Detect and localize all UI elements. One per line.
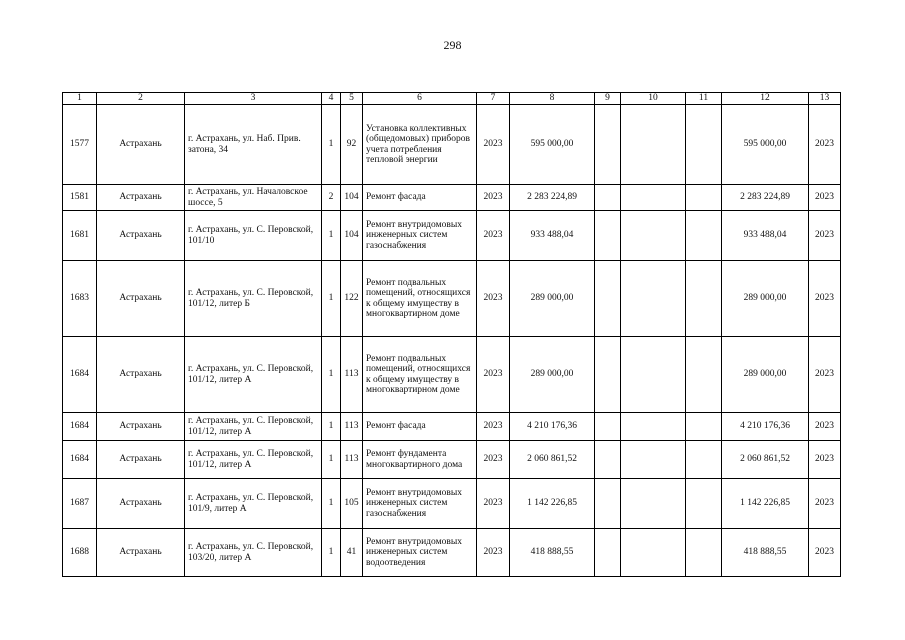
col-header: 9 — [595, 93, 621, 105]
cell-col-9 — [595, 105, 621, 185]
cell-col-4: 1 — [322, 479, 341, 529]
cell-col-4: 1 — [322, 337, 341, 413]
cell-col-10 — [621, 105, 686, 185]
cell-col-2: Астрахань — [97, 211, 185, 261]
cell-col-1: 1683 — [63, 261, 97, 337]
cell-col-4: 2 — [322, 185, 341, 211]
cell-col-11 — [686, 337, 722, 413]
cell-col-8: 595 000,00 — [510, 105, 595, 185]
cell-col-8: 2 060 861,52 — [510, 441, 595, 479]
cell-col-9 — [595, 185, 621, 211]
cell-col-2: Астрахань — [97, 261, 185, 337]
cell-col-8: 933 488,04 — [510, 211, 595, 261]
cell-col-3: г. Астрахань, ул. С. Перовской, 101/12, литер Б — [185, 261, 322, 337]
cell-col-1: 1684 — [63, 441, 97, 479]
table-row — [63, 529, 841, 577]
cell-col-13: 2023 — [809, 529, 841, 577]
cell-col-11 — [686, 185, 722, 211]
cell-col-2: Астрахань — [97, 413, 185, 441]
cell-col-4: 1 — [322, 413, 341, 441]
cell-col-11 — [686, 479, 722, 529]
cell-col-5: 104 — [341, 185, 363, 211]
cell-col-5: 122 — [341, 261, 363, 337]
cell-col-1: 1684 — [63, 337, 97, 413]
cell-col-5: 104 — [341, 211, 363, 261]
cell-col-12: 2 283 224,89 — [722, 185, 809, 211]
col-header: 10 — [621, 93, 686, 105]
cell-col-6: Ремонт внутридомовых инженерных систем газоснабжения — [363, 211, 477, 261]
cell-col-1: 1687 — [63, 479, 97, 529]
cell-col-1: 1681 — [63, 211, 97, 261]
data-table — [62, 92, 841, 577]
cell-col-10 — [621, 261, 686, 337]
cell-col-3: г. Астрахань, ул. С. Перовской, 101/12, литер А — [185, 413, 322, 441]
cell-col-6: Ремонт подвальных помещений, относящихся к общему имуществу в многоквартирном доме — [363, 337, 477, 413]
cell-col-5: 105 — [341, 479, 363, 529]
col-header: 8 — [510, 93, 595, 105]
cell-col-1: 1684 — [63, 413, 97, 441]
col-header: 1 — [63, 93, 97, 105]
cell-col-5: 92 — [341, 105, 363, 185]
cell-col-5: 113 — [341, 413, 363, 441]
cell-col-6: Ремонт фундамента многоквартирного дома — [363, 441, 477, 479]
cell-col-4: 1 — [322, 261, 341, 337]
cell-col-1: 1581 — [63, 185, 97, 211]
cell-col-10 — [621, 441, 686, 479]
col-header: 6 — [363, 93, 477, 105]
col-header: 13 — [809, 93, 841, 105]
cell-col-13: 2023 — [809, 261, 841, 337]
col-header: 2 — [97, 93, 185, 105]
cell-col-6: Ремонт внутридомовых инженерных систем газоснабжения — [363, 479, 477, 529]
cell-col-13: 2023 — [809, 413, 841, 441]
cell-col-1: 1688 — [63, 529, 97, 577]
cell-col-6: Ремонт внутридомовых инженерных систем водоотведения — [363, 529, 477, 577]
cell-col-7: 2023 — [477, 105, 510, 185]
cell-col-3: г. Астрахань, ул. С. Перовской, 101/12, литер А — [185, 337, 322, 413]
cell-col-3: г. Астрахань, ул. С. Перовской, 103/20, литер А — [185, 529, 322, 577]
cell-col-8: 1 142 226,85 — [510, 479, 595, 529]
cell-col-13: 2023 — [809, 441, 841, 479]
table-row — [63, 185, 841, 211]
cell-col-12: 289 000,00 — [722, 337, 809, 413]
cell-col-13: 2023 — [809, 479, 841, 529]
cell-col-12: 2 060 861,52 — [722, 441, 809, 479]
cell-col-12: 289 000,00 — [722, 261, 809, 337]
cell-col-2: Астрахань — [97, 529, 185, 577]
col-header: 5 — [341, 93, 363, 105]
cell-col-12: 933 488,04 — [722, 211, 809, 261]
page-number: 298 — [443, 38, 462, 52]
cell-col-13: 2023 — [809, 105, 841, 185]
cell-col-9 — [595, 337, 621, 413]
cell-col-10 — [621, 413, 686, 441]
cell-col-9 — [595, 211, 621, 261]
cell-col-2: Астрахань — [97, 105, 185, 185]
cell-col-6: Установка коллективных (общедомовых) приборов учета потребления тепловой энергии — [363, 105, 477, 185]
header-row — [63, 93, 841, 105]
cell-col-7: 2023 — [477, 185, 510, 211]
cell-col-2: Астрахань — [97, 441, 185, 479]
cell-col-12: 418 888,55 — [722, 529, 809, 577]
cell-col-9 — [595, 441, 621, 479]
cell-col-13: 2023 — [809, 211, 841, 261]
cell-col-4: 1 — [322, 105, 341, 185]
cell-col-11 — [686, 211, 722, 261]
cell-col-2: Астрахань — [97, 479, 185, 529]
cell-col-3: г. Астрахань, ул. С. Перовской, 101/10 — [185, 211, 322, 261]
table-row — [63, 261, 841, 337]
cell-col-6: Ремонт фасада — [363, 185, 477, 211]
cell-col-10 — [621, 185, 686, 211]
cell-col-8: 418 888,55 — [510, 529, 595, 577]
cell-col-7: 2023 — [477, 529, 510, 577]
col-header: 7 — [477, 93, 510, 105]
cell-col-10 — [621, 211, 686, 261]
table-row — [63, 105, 841, 185]
cell-col-11 — [686, 261, 722, 337]
cell-col-12: 1 142 226,85 — [722, 479, 809, 529]
cell-col-5: 113 — [341, 441, 363, 479]
cell-col-7: 2023 — [477, 441, 510, 479]
cell-col-8: 289 000,00 — [510, 337, 595, 413]
table-row — [63, 479, 841, 529]
cell-col-7: 2023 — [477, 337, 510, 413]
cell-col-3: г. Астрахань, ул. С. Перовской, 101/12, литер А — [185, 441, 322, 479]
cell-col-10 — [621, 529, 686, 577]
cell-col-3: г. Астрахань, ул. Началовское шоссе, 5 — [185, 185, 322, 211]
col-header: 11 — [686, 93, 722, 105]
cell-col-8: 289 000,00 — [510, 261, 595, 337]
cell-col-9 — [595, 479, 621, 529]
cell-col-1: 1577 — [63, 105, 97, 185]
cell-col-5: 113 — [341, 337, 363, 413]
cell-col-8: 4 210 176,36 — [510, 413, 595, 441]
cell-col-7: 2023 — [477, 261, 510, 337]
cell-col-11 — [686, 413, 722, 441]
table-row — [63, 211, 841, 261]
cell-col-11 — [686, 105, 722, 185]
table-row — [63, 413, 841, 441]
col-header: 4 — [322, 93, 341, 105]
cell-col-10 — [621, 479, 686, 529]
cell-col-4: 1 — [322, 529, 341, 577]
cell-col-3: г. Астрахань, ул. С. Перовской, 101/9, литер А — [185, 479, 322, 529]
cell-col-5: 41 — [341, 529, 363, 577]
table-row — [63, 337, 841, 413]
cell-col-7: 2023 — [477, 479, 510, 529]
col-header: 3 — [185, 93, 322, 105]
cell-col-9 — [595, 261, 621, 337]
cell-col-6: Ремонт подвальных помещений, относящихся к общему имуществу в многоквартирном доме — [363, 261, 477, 337]
cell-col-6: Ремонт фасада — [363, 413, 477, 441]
cell-col-10 — [621, 337, 686, 413]
col-header: 12 — [722, 93, 809, 105]
cell-col-2: Астрахань — [97, 185, 185, 211]
cell-col-9 — [595, 413, 621, 441]
cell-col-13: 2023 — [809, 337, 841, 413]
cell-col-8: 2 283 224,89 — [510, 185, 595, 211]
cell-col-13: 2023 — [809, 185, 841, 211]
cell-col-12: 4 210 176,36 — [722, 413, 809, 441]
cell-col-11 — [686, 529, 722, 577]
cell-col-2: Астрахань — [97, 337, 185, 413]
table-row — [63, 441, 841, 479]
cell-col-4: 1 — [322, 211, 341, 261]
cell-col-12: 595 000,00 — [722, 105, 809, 185]
cell-col-7: 2023 — [477, 211, 510, 261]
cell-col-4: 1 — [322, 441, 341, 479]
cell-col-7: 2023 — [477, 413, 510, 441]
cell-col-9 — [595, 529, 621, 577]
cell-col-11 — [686, 441, 722, 479]
cell-col-3: г. Астрахань, ул. Наб. Прив. затона, 34 — [185, 105, 322, 185]
